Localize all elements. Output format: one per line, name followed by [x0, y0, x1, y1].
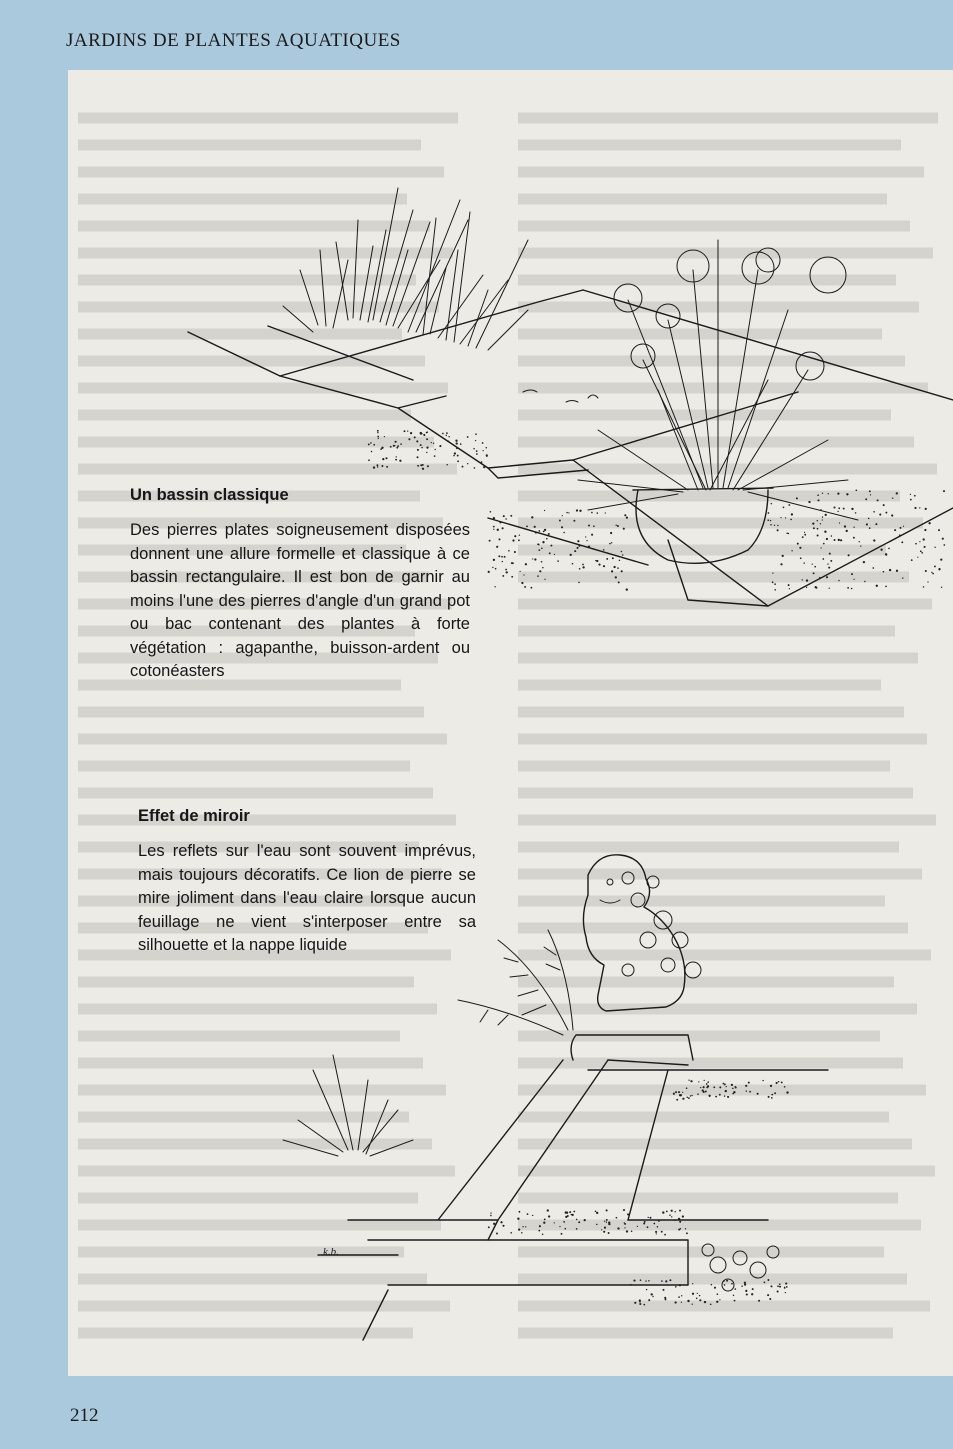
stipple-dot [634, 1302, 636, 1304]
stipple-dot [596, 1224, 598, 1226]
caption-miroir-body: Les reflets sur l'eau sont souvent imprévus, mais toujours décoratifs. Ce lion de pierre se mire joliment dans l'eau claire lorsque aucun feuillage ne vient s'interposer entre sa silhouette et la nappe liquide [138, 842, 476, 954]
stipple-dot [643, 1304, 645, 1306]
stipple-dot [603, 1231, 605, 1233]
stipple-dot [669, 1279, 671, 1281]
stipple-dot [576, 1228, 578, 1230]
stipple-dot [521, 1232, 523, 1234]
caption-bassin [130, 486, 470, 684]
stipple-dot [674, 1301, 676, 1303]
stipple-dot [697, 1293, 698, 1294]
stipple-dot [768, 1096, 770, 1098]
stipple-dot [757, 1093, 759, 1095]
stipple-dot [690, 1080, 692, 1082]
stipple-dot [777, 1285, 779, 1287]
stipple-dot [767, 1294, 769, 1296]
stipple-dot [786, 1286, 788, 1288]
stipple-dot [776, 1082, 778, 1084]
stipple-dot [774, 1092, 776, 1094]
stipple-dot [674, 1211, 675, 1212]
stipple-dot [539, 1225, 541, 1227]
stipple-dot [604, 1220, 605, 1221]
stipple-dot [705, 1091, 707, 1093]
stipple-dot [661, 1231, 663, 1233]
stipple-dot [779, 1283, 781, 1285]
stipple-dot [665, 1298, 667, 1300]
stipple-dot [645, 1280, 646, 1281]
stipple-dot [746, 1293, 748, 1295]
stipple-dot [664, 1234, 666, 1236]
stipple-dot [663, 1289, 665, 1291]
stipple-dot [744, 1283, 746, 1285]
stipple-dot [595, 1210, 597, 1212]
stipple-dot [715, 1096, 717, 1098]
content-panel [68, 70, 953, 1376]
stipple-dot [745, 1085, 747, 1087]
stipple-dot [697, 1093, 699, 1095]
stipple-dot [734, 1300, 736, 1302]
stipple-dot [648, 1217, 649, 1218]
stipple-dot [671, 1210, 673, 1212]
stipple-dot [664, 1297, 666, 1299]
stipple-dot [496, 1233, 498, 1235]
stipple-dot [650, 1217, 652, 1219]
stipple-dot [724, 1284, 726, 1286]
stipple-dot [692, 1283, 693, 1284]
stipple-dot [631, 1230, 633, 1232]
stipple-dot [733, 1295, 734, 1296]
stipple-dot [707, 1081, 709, 1083]
stipple-dot [644, 1221, 646, 1223]
stipple-dot [606, 1209, 608, 1211]
stipple-dot [640, 1279, 642, 1281]
stipple-dot [687, 1300, 689, 1302]
stipple-dot [748, 1082, 750, 1084]
stipple-dot [785, 1283, 787, 1285]
stipple-dot [714, 1287, 716, 1289]
stipple-dot [617, 1227, 619, 1229]
caption-bassin-title: Un bassin classique [130, 486, 289, 504]
stipple-dot [606, 1219, 608, 1221]
stipple-dot [678, 1296, 680, 1298]
stipple-dot [711, 1284, 713, 1286]
stipple-dot [726, 1086, 727, 1087]
caption-miroir-title: Effet de miroir [138, 807, 250, 825]
stipple-dot [699, 1299, 701, 1301]
stipple-dot [538, 1230, 540, 1232]
stipple-dot [567, 1215, 569, 1217]
stipple-dot [700, 1087, 701, 1088]
stipple-dot [679, 1210, 681, 1212]
stipple-dot [727, 1096, 729, 1098]
stipple-dot [751, 1293, 753, 1295]
stipple-dot [686, 1087, 688, 1089]
stipple-dot [682, 1092, 683, 1093]
stipple-dot [771, 1094, 773, 1096]
stipple-dot [704, 1301, 706, 1303]
stipple-dot [656, 1233, 657, 1234]
stipple-dot [723, 1280, 725, 1282]
stipple-dot [706, 1083, 708, 1085]
stipple-dot [758, 1300, 760, 1302]
stipple-dot [490, 1212, 491, 1213]
stipple-dot [646, 1289, 647, 1290]
stipple-dot [662, 1211, 664, 1213]
stipple-dot [682, 1098, 684, 1100]
stipple-dot [493, 1223, 495, 1225]
stipple-dot [665, 1280, 667, 1282]
stipple-dot [777, 1290, 779, 1292]
stipple-dot [661, 1280, 663, 1282]
stipple-dot [596, 1212, 598, 1214]
stipple-dot [770, 1085, 772, 1087]
stipple-dot [708, 1095, 710, 1097]
stipple-dot [778, 1081, 779, 1082]
stipple-dot [639, 1301, 641, 1303]
stipple-dot [675, 1286, 677, 1288]
stipple-dot [648, 1280, 650, 1282]
stipple-dot [518, 1228, 520, 1230]
stipple-dot [688, 1097, 690, 1099]
stipple-dot [752, 1288, 754, 1290]
stipple-dot [569, 1211, 571, 1213]
stipple-dot [698, 1081, 699, 1082]
stipple-dot [786, 1091, 788, 1093]
stipple-dot [781, 1081, 783, 1083]
stipple-dot [624, 1227, 625, 1228]
stipple-dot [510, 1232, 512, 1234]
stipple-dot [692, 1293, 694, 1295]
stipple-dot [584, 1219, 586, 1221]
stipple-dot [522, 1226, 523, 1227]
stipple-dot [764, 1282, 766, 1284]
stipple-dot [565, 1211, 567, 1213]
stipple-dot [630, 1284, 632, 1286]
stipple-dot [681, 1295, 682, 1296]
stipple-dot [554, 1222, 555, 1223]
stipple-dot [731, 1283, 733, 1285]
stipple-dot [679, 1094, 681, 1096]
stipple-dot [624, 1222, 625, 1223]
stipple-dot [502, 1225, 504, 1227]
stipple-dot [676, 1099, 678, 1101]
running-head: JARDINS DE PLANTES AQUATIQUES [66, 30, 401, 51]
stipple-dot [704, 1080, 705, 1081]
stipple-dot [719, 1094, 721, 1096]
stipple-dot [548, 1215, 550, 1217]
stipple-dot [767, 1279, 769, 1281]
stipple-dot [627, 1213, 629, 1215]
stipple-dot [691, 1095, 692, 1096]
stipple-dot [719, 1299, 720, 1300]
stipple-dot [647, 1226, 649, 1228]
stipple-dot [699, 1295, 700, 1296]
stipple-dot [500, 1221, 502, 1223]
stipple-dot [717, 1293, 719, 1295]
stipple-dot [532, 1215, 533, 1216]
stipple-dot [681, 1302, 682, 1303]
stipple-dot [725, 1090, 727, 1092]
stipple-dot [696, 1298, 698, 1300]
stipple-dot [771, 1097, 773, 1099]
lion-illustration [68, 70, 953, 1376]
stipple-dot [688, 1080, 689, 1081]
stipple-dot [762, 1080, 763, 1081]
stipple-dot [561, 1233, 563, 1235]
stipple-dot [779, 1286, 781, 1288]
stipple-dot [559, 1226, 560, 1227]
stipple-dot [716, 1301, 718, 1303]
stipple-dot [527, 1213, 529, 1215]
stipple-dot [658, 1220, 659, 1221]
stipple-dot [606, 1222, 607, 1223]
stipple-dot [679, 1284, 681, 1286]
stipple-dot [673, 1093, 675, 1095]
caption-miroir [138, 807, 476, 958]
stipple-dot [657, 1226, 659, 1228]
stipple-dot [719, 1086, 721, 1088]
stipple-dot [735, 1288, 737, 1290]
stipple-dot [710, 1303, 712, 1305]
stipple-dot [518, 1211, 520, 1213]
stipple-dot [784, 1086, 786, 1088]
stipple-dot [724, 1095, 725, 1096]
stipple-dot [770, 1285, 772, 1287]
stipple-dot [678, 1091, 680, 1093]
stipple-dot [731, 1084, 733, 1086]
stipple-dot [616, 1217, 618, 1219]
stipple-dot [637, 1226, 638, 1227]
stipple-dot [626, 1230, 628, 1232]
stipple-dot [643, 1223, 645, 1225]
stipple-dot [675, 1091, 677, 1093]
stipple-dot [525, 1226, 526, 1227]
stipple-dot [702, 1089, 704, 1091]
stipple-dot [732, 1088, 734, 1090]
stipple-dot [746, 1090, 747, 1091]
stipple-dot [666, 1211, 668, 1213]
stipple-dot [543, 1222, 545, 1224]
stipple-dot [648, 1299, 650, 1301]
stipple-dot [571, 1214, 573, 1216]
stipple-dot [713, 1086, 715, 1088]
stipple-dot [741, 1285, 743, 1287]
stipple-dot [682, 1215, 684, 1217]
stipple-dot [723, 1083, 725, 1085]
stipple-dot [639, 1303, 641, 1305]
stipple-dot [686, 1097, 688, 1099]
stipple-dot [745, 1290, 747, 1292]
stipple-dot [488, 1226, 490, 1228]
stipple-dot [686, 1232, 688, 1234]
stipple-dot [706, 1086, 708, 1088]
stipple-dot [578, 1221, 580, 1223]
stipple-dot [733, 1091, 735, 1093]
stipple-dot [608, 1222, 610, 1224]
stipple-dot [633, 1280, 635, 1282]
stipple-dot [563, 1221, 565, 1223]
stipple-dot [653, 1223, 655, 1225]
stipple-dot [655, 1231, 657, 1233]
artist-signature: k.b. [323, 1246, 339, 1258]
caption-bassin-body: Des pierres plates soigneusement disposées donnent une allure formelle et classique à ce bassin rectangulaire. Il est bon de garnir au moins l'une des pierres d'angle d'un grand pot ou bac contenant des plantes à forte végétation : agapanthe, buisson-ardent ou cotonéasters [130, 521, 470, 680]
stipple-dot [542, 1233, 544, 1235]
stipple-dot [785, 1292, 786, 1293]
stipple-dot [749, 1091, 751, 1093]
stipple-dot [490, 1215, 492, 1217]
stipple-dot [784, 1287, 786, 1289]
stipple-dot [604, 1227, 606, 1229]
stipple-dot [734, 1086, 735, 1087]
stipple-dot [671, 1216, 672, 1217]
stipple-dot [674, 1220, 675, 1221]
stipple-dot [678, 1218, 680, 1220]
stipple-dot [703, 1086, 705, 1088]
stipple-dot [608, 1232, 610, 1234]
stipple-dot [692, 1304, 693, 1305]
stipple-dot [576, 1219, 578, 1221]
stipple-dot [726, 1280, 728, 1282]
stipple-dot [564, 1228, 566, 1230]
stipple-dot [517, 1218, 519, 1220]
stipple-dot [651, 1293, 653, 1295]
stipple-dot [573, 1211, 575, 1213]
stipple-dot [669, 1214, 671, 1216]
stipple-dot [769, 1298, 771, 1300]
stipple-dot [679, 1221, 681, 1223]
stipple-dot [623, 1209, 625, 1211]
stipple-dot [652, 1296, 653, 1297]
stipple-dot [690, 1095, 691, 1096]
stipple-dot [685, 1228, 686, 1229]
page-number: 212 [70, 1405, 99, 1426]
stipple-dot [547, 1209, 549, 1211]
stipple-dot [678, 1228, 680, 1230]
stipple-dot [601, 1229, 602, 1230]
stipple-dot [544, 1219, 546, 1221]
